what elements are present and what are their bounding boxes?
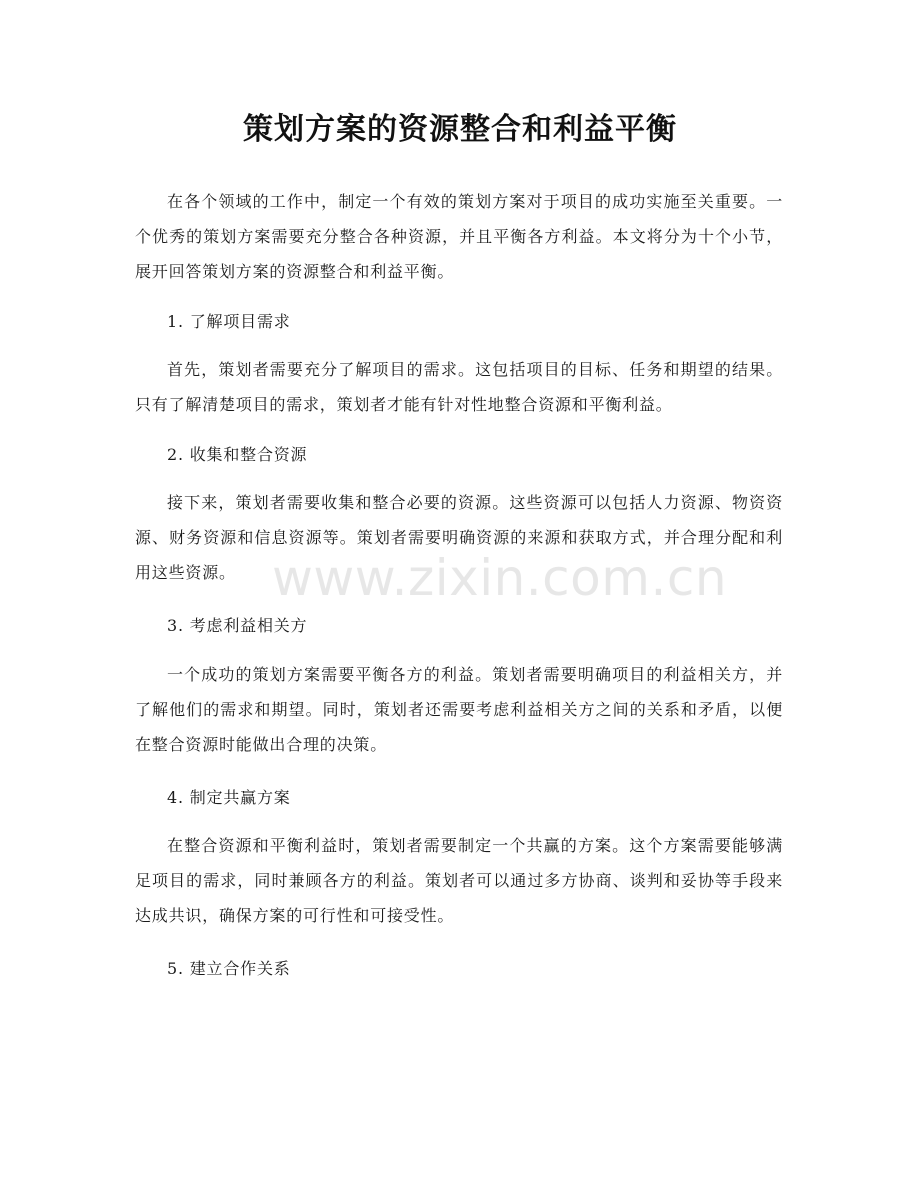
page-title: 策划方案的资源整合和利益平衡 [243,112,677,147]
section-body-3: 一个成功的策划方案需要平衡各方的利益。策划者需要明确项目的利益相关方，并了解他们的需求和期望。同时，策划者还需要考虑利益相关方之间的关系和矛盾，以便在整合资源时能做出合理的决策。 [135,665,783,754]
intro-paragraph: 在各个领域的工作中，制定一个有效的策划方案对于项目的成功实施至关重要。一个优秀的策划方案需要充分整合各种资源，并且平衡各方利益。本文将分为十个小节，展开回答策划方案的资源整合和利益平衡。 [135,192,783,281]
watermark: www.zixin.com.cn [272,549,728,607]
section-heading-2: 2. 收集和整合资源 [167,445,308,464]
section-heading-3: 3. 考虑利益相关方 [167,616,308,635]
section-heading-5: 5. 建立合作关系 [167,959,291,978]
section-heading-4: 4. 制定共赢方案 [167,788,291,807]
section-body-4: 在整合资源和平衡利益时，策划者需要制定一个共赢的方案。这个方案需要能够满足项目的需求，同时兼顾各方的利益。策划者可以通过多方协商、谈判和妥协等手段来达成共识，确保方案的可行性和可接受性。 [135,836,783,925]
section-body-2: 接下来，策划者需要收集和整合必要的资源。这些资源可以包括人力资源、物资资源、财务资源和信息资源等。策划者需要明确资源的来源和获取方式，并合理分配和利用这些资源。 [135,493,783,582]
section-heading-1: 1. 了解项目需求 [167,312,291,331]
section-body-1: 首先，策划者需要充分了解项目的需求。这包括项目的目标、任务和期望的结果。只有了解清楚项目的需求，策划者才能有针对性地整合资源和平衡利益。 [135,360,783,414]
